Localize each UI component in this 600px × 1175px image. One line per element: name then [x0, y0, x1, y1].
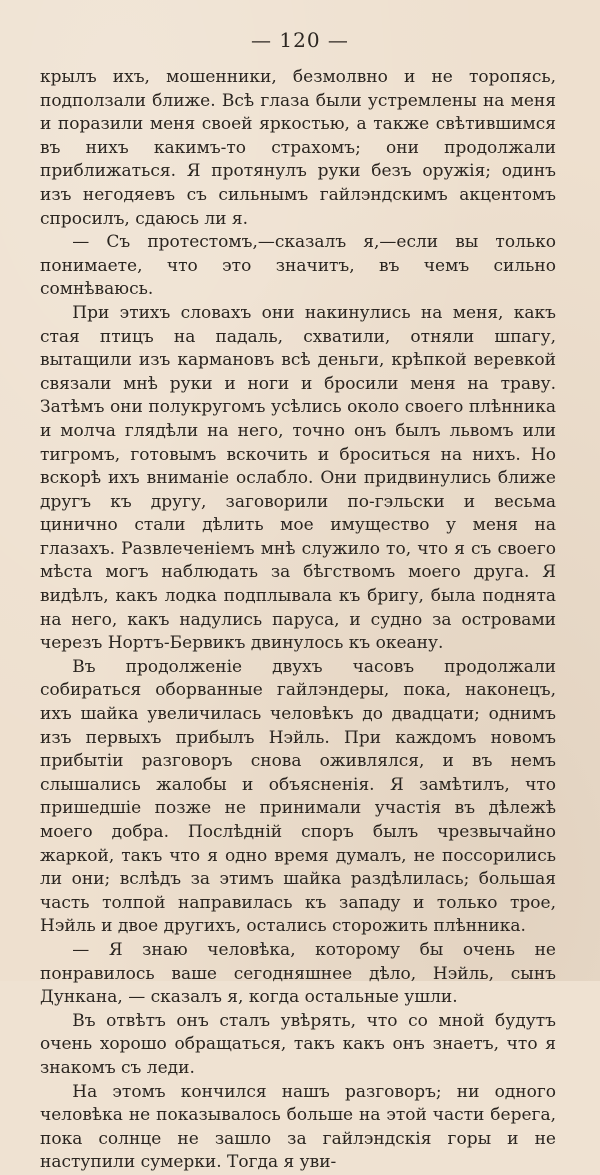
paragraph: крылъ ихъ, мошенники, безмолвно и не торопясь, подползали ближе. Всѣ глаза были устремлены на меня и поразили меня своей яркостью, а также свѣтившимся въ нихъ какимъ-то страхомъ; они продолжали приближаться. Я протянулъ руки безъ оружія; одинъ изъ негодяевъ съ сильнымъ гайлэндскимъ акцентомъ спросилъ, сдаюсь ли я. [40, 67, 556, 229]
paragraph: — Съ протестомъ,—сказалъ я,—если вы только понимаете, что это значитъ, въ чемъ сильно сомнѣваюсь. [40, 232, 556, 300]
paragraph: — Я знаю человѣка, которому бы очень не понравилось ваше сегодняшнее дѣло, Нэйль, сынъ Дункана, — сказалъ я, когда остальные ушли. [40, 939, 556, 1008]
page-body [40, 66, 556, 1175]
paragraph: Въ отвѣтъ онъ сталъ увѣрять, что со мной будутъ очень хорошо обращаться, такъ какъ онъ знаетъ, что я знакомъ съ леди. [40, 1010, 556, 1078]
paragraph: При этихъ словахъ они накинулись на меня, какъ стая птицъ на падаль, схватили, отняли шпагу, вытащили изъ кармановъ всѣ деньги, крѣпкой веревкой связали мнѣ руки и ноги и бросили меня на траву. Затѣмъ они полукругомъ усѣлись около своего плѣнника и молча глядѣли на него, точно онъ былъ львомъ или тигромъ, готовымъ вскочить и броситься на нихъ. Но вскорѣ ихъ вниманіе ослабло. Они придвинулись ближе другъ къ другу, заговорили по-гэльски и весьма цинично стали дѣлить мое имущество у меня на глазахъ. Развлеченіемъ мнѣ служило то, что я съ своего мѣста могъ наблюдать за бѣгствомъ моего друга. Я видѣлъ, какъ лодка подплывала къ бригу, была поднята на него, какъ надулись паруса, и судно за островами черезъ Нортъ-Бервикъ двинулось къ океану. [40, 302, 556, 654]
paragraph: Въ продолженіе двухъ часовъ продолжали собираться оборванные гайлэндеры, пока, наконецъ, ихъ шайка увеличилась человѣкъ до двадцати; однимъ изъ первыхъ прибылъ Нэйль. При каждомъ новомъ прибытіи разговоръ снова оживлялся, и въ немъ слышались жалобы и объясненія. Я замѣтилъ, что пришедшіе позже не принимали участія въ дѣлежѣ моего добра. Послѣдній споръ былъ чрезвычайно жаркой, такъ что я одно время думалъ, не поссорились ли они; вслѣдъ за этимъ шайка раздѣлилась; большая часть толпой направилась къ западу и только трое, Нэйль и двое другихъ, остались сторожить плѣнника. [40, 656, 556, 937]
page-number: — 120 — [251, 28, 349, 52]
paragraph: На этомъ кончился нашъ разговоръ; ни одного человѣка не показывалось больше на этой части берега, пока солнце не зашло за гайлэндскія горы и не наступили сумерки. Тогда я уви- [40, 1081, 556, 1173]
